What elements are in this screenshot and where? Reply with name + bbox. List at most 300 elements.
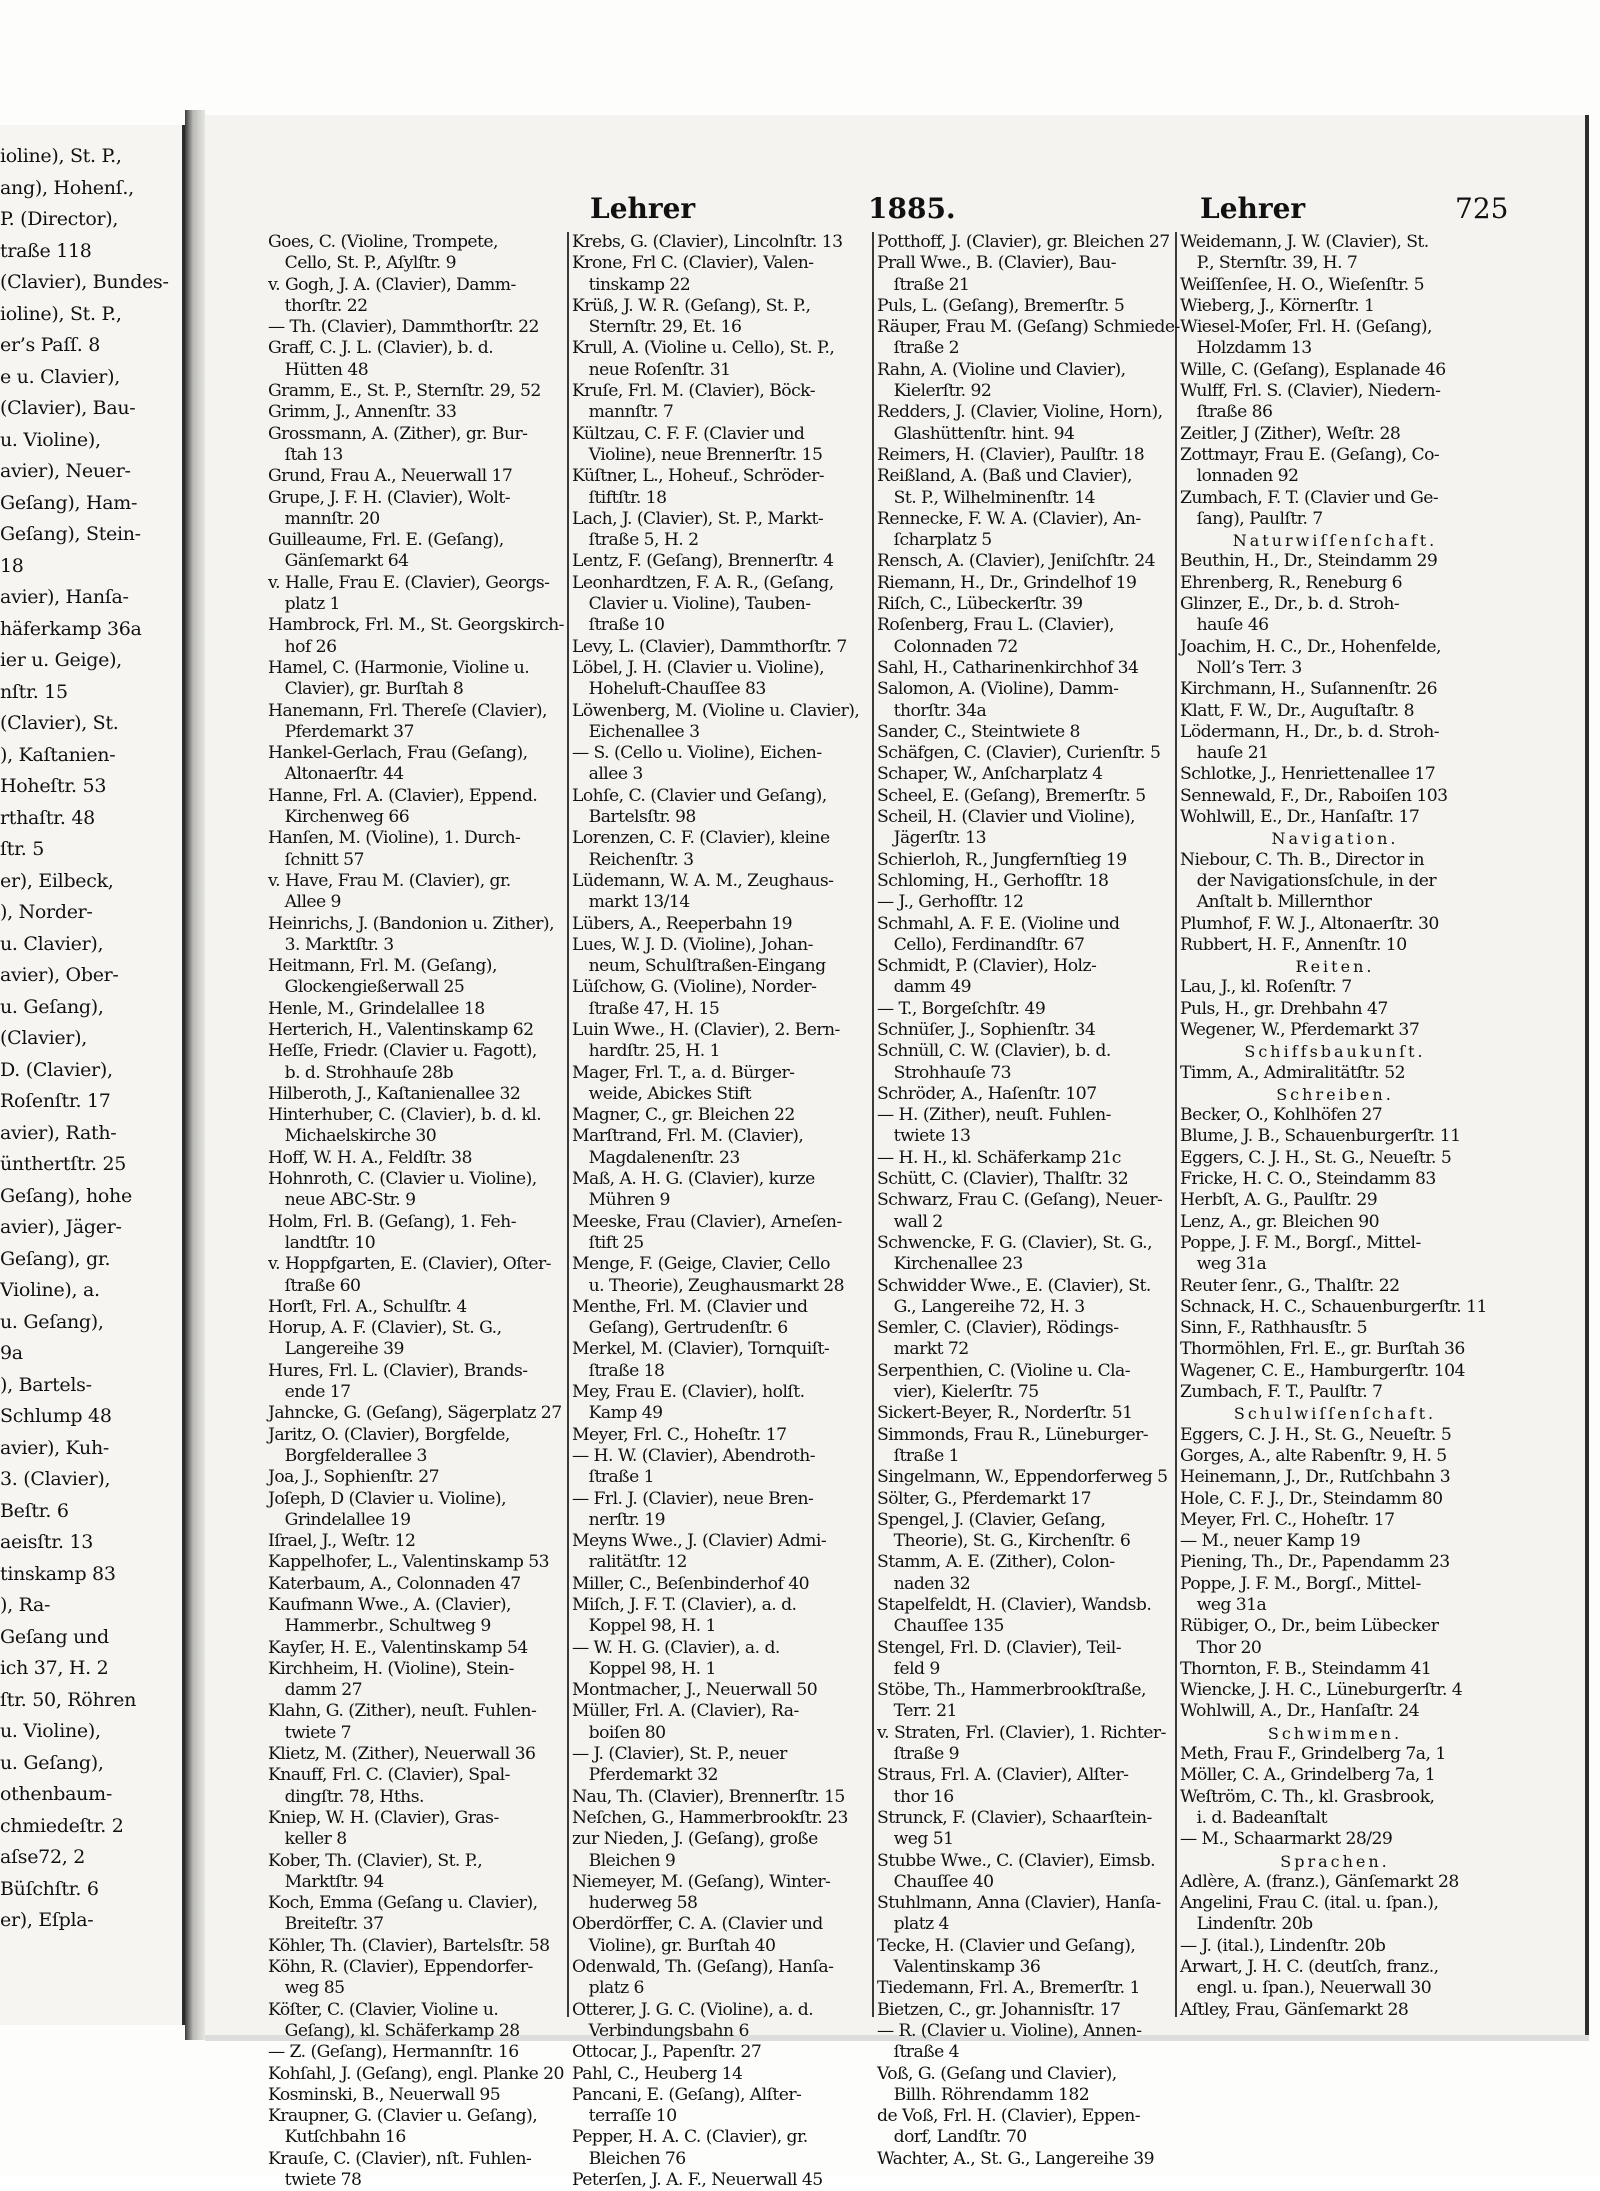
- entry-continuation: Billh. Röhrendamm 182: [877, 2084, 1090, 2105]
- left-page-line: 3. (Clavier),: [0, 1468, 111, 1490]
- directory-entry: Serpenthien, C. (Violine u. Cla-: [877, 1360, 1130, 1381]
- entry-continuation: ſtraße 21: [877, 274, 970, 295]
- directory-entry: Timm, A., Admiralitätſtr. 52: [1180, 1062, 1406, 1083]
- directory-entry: Wegener, W., Pferdemarkt 37: [1180, 1019, 1420, 1040]
- entry-continuation: thorſtr. 22: [268, 295, 368, 316]
- directory-entry: Lüſchow, G. (Violine), Norder-: [572, 977, 817, 998]
- directory-entry: Sahl, H., Catharinenkirchhof 34: [877, 657, 1139, 678]
- entry-continuation: P., Sternſtr. 39, H. 7: [1180, 253, 1358, 274]
- directory-entry: — M., Schaarmarkt 28/29: [1180, 1829, 1393, 1850]
- directory-entry: Horſt, Frl. A., Schulſtr. 4: [268, 1296, 467, 1317]
- entry-continuation: ſtraße 1: [572, 1467, 655, 1488]
- section-heading: Schiffsbaukunſt.: [1244, 1042, 1426, 1062]
- entry-continuation: ſtiftſtr. 18: [572, 487, 667, 508]
- entry-continuation: ſtraße 5, H. 2: [572, 530, 699, 551]
- directory-entry: Potthoff, J. (Clavier), gr. Bleichen 27: [877, 232, 1170, 252]
- directory-entry: Kaufmann Wwe., A. (Clavier),: [268, 1595, 511, 1615]
- directory-entry: Grund, Frau A., Neuerwall 17: [268, 466, 513, 487]
- left-page-line: ſtr. 50, Röhren: [0, 1688, 137, 1711]
- directory-entry: Herterich, H., Valentinskamp 62: [268, 1019, 534, 1040]
- entry-continuation: keller 8: [268, 1829, 347, 1850]
- entry-continuation: ſtraße 4: [877, 2042, 960, 2063]
- directory-entry: Horup, A. F. (Clavier), St. G.,: [268, 1318, 502, 1339]
- directory-entry: Redders, J. (Clavier, Violine, Horn),: [877, 402, 1163, 423]
- left-page-line: u. Geſang),: [0, 1751, 104, 1774]
- directory-entry: Joa, J., Sophienſtr. 27: [268, 1467, 440, 1488]
- left-page-line: ), Ra-: [0, 1594, 51, 1616]
- entry-continuation: allee 3: [572, 764, 643, 785]
- entry-continuation: mannſtr. 7: [572, 402, 674, 423]
- left-page-line: (Clavier), Bau-: [0, 397, 136, 419]
- directory-entry: Heinrichs, J. (Bandonion u. Zither),: [268, 913, 554, 934]
- book-gutter: [185, 110, 205, 2040]
- directory-entry: Simmonds, Frau R., Lüneburger-: [877, 1424, 1148, 1445]
- left-page-line: u. Clavier),: [0, 932, 104, 955]
- directory-entry: — S. (Cello u. Violine), Eichen-: [572, 743, 822, 764]
- entry-continuation: ſtraße 9: [877, 1744, 960, 1765]
- directory-entry: Singelmann, W., Eppendorferweg 5: [877, 1467, 1168, 1488]
- directory-entry: Scheil, H. (Clavier und Violine),: [877, 807, 1135, 828]
- directory-entry: Kober, Th. (Clavier), St. P.,: [268, 1850, 483, 1871]
- entry-continuation: huderweg 58: [572, 1893, 698, 1914]
- directory-entry: Lach, J. (Clavier), St. P., Markt-: [572, 508, 824, 529]
- directory-entry: Klahn, G. (Zither), neuſt. Fuhlen-: [268, 1701, 537, 1722]
- entry-continuation: der Navigationsſchule, in der: [1180, 870, 1437, 891]
- directory-entry: v. Hoppfgarten, E. (Clavier), Oſter-: [268, 1254, 551, 1275]
- directory-entry: Wulff, Frl. S. (Clavier), Niedern-: [1180, 381, 1441, 402]
- directory-entry: Zottmayr, Frau E. (Geſang), Co-: [1180, 444, 1440, 465]
- directory-column-3: [877, 232, 1180, 2169]
- directory-entry: Grossmann, A. (Zither), gr. Bur-: [268, 423, 528, 444]
- entry-continuation: Geſang), Gertrudenſtr. 6: [572, 1318, 788, 1339]
- left-page-line: avier), Kuh-: [0, 1436, 110, 1459]
- directory-entry: Angelini, Frau C. (ital. u. ſpan.),: [1180, 1893, 1439, 1914]
- entry-continuation: ſchnitt 57: [268, 849, 364, 870]
- directory-entry: Neſchen, G., Hammerbrookſtr. 23: [572, 1807, 848, 1828]
- directory-entry: Wieberg, J., Körnerſtr. 1: [1180, 295, 1375, 316]
- directory-entry: Hohnroth, C. (Clavier u. Violine),: [268, 1169, 537, 1190]
- entry-continuation: Geſang), kl. Schäferkamp 28: [268, 2020, 520, 2041]
- column-rule: [872, 232, 874, 2017]
- directory-entry: — H. H., kl. Schäferkamp 21c: [877, 1147, 1121, 1168]
- directory-entry: Löwenberg, M. (Violine u. Clavier),: [572, 700, 860, 721]
- left-page-line: u. Geſang),: [0, 995, 104, 1018]
- entry-continuation: Thor 20: [1180, 1637, 1262, 1658]
- directory-entry: Kayſer, H. E., Valentinskamp 54: [268, 1637, 528, 1658]
- entry-continuation: Kamp 49: [572, 1403, 663, 1424]
- directory-entry: Arwart, J. H. C. (deutſch, franz.,: [1180, 1957, 1439, 1978]
- directory-entry: Heinemann, J., Dr., Rutſchbahn 3: [1180, 1467, 1451, 1488]
- left-page-line: er), Eilbeck,: [0, 869, 114, 892]
- directory-entry: Voß, G. (Geſang und Clavier),: [877, 2063, 1117, 2084]
- section-heading: Schulwiſſenſchaft.: [1233, 1404, 1437, 1424]
- directory-entry: Kraupner, G. (Clavier u. Geſang),: [268, 2106, 538, 2127]
- directory-entry: Spengel, J. (Clavier, Geſang,: [877, 1509, 1106, 1530]
- left-page-line: Geſang), Stein-: [0, 523, 141, 545]
- directory-entry: Schütt, C. (Clavier), Thalſtr. 32: [877, 1169, 1129, 1190]
- entry-continuation: Verbindungsbahn 6: [572, 2020, 749, 2041]
- directory-entry: Schmahl, A. F. E. (Violine und: [877, 913, 1120, 934]
- directory-entry: Wille, C. (Geſang), Esplanade 46: [1180, 359, 1446, 380]
- directory-entry: Schnack, H. C., Schauenburgerſtr. 11: [1180, 1296, 1487, 1317]
- left-page-line: Violine), a.: [0, 1279, 100, 1301]
- directory-entry: v. Have, Frau M. (Clavier), gr.: [268, 870, 511, 891]
- entry-continuation: Marktſtr. 94: [268, 1871, 384, 1892]
- directory-entry: Levy, L. (Clavier), Dammthorſtr. 7: [572, 636, 847, 657]
- entry-continuation: landtſtr. 10: [268, 1232, 376, 1253]
- directory-entry: Katerbaum, A., Colonnaden 47: [268, 1573, 521, 1594]
- left-page-line: avier), Neuer-: [0, 460, 131, 482]
- entry-continuation: Hammerbr., Schultweg 9: [268, 1616, 491, 1637]
- directory-entry: Sinn, F., Rathhausſtr. 5: [1180, 1318, 1367, 1339]
- entry-continuation: ſtraße 47, H. 15: [572, 998, 720, 1019]
- entry-continuation: nerſtr. 19: [572, 1509, 665, 1530]
- directory-entry: Miſch, J. F. T. (Clavier), a. d.: [572, 1595, 797, 1615]
- directory-entry: Merkel, M. (Clavier), Tornquiſt-: [572, 1339, 830, 1360]
- entry-continuation: naden 32: [877, 1573, 971, 1594]
- directory-entry: Kappelhofer, L., Valentinskamp 53: [268, 1552, 550, 1573]
- directory-entry: Lübers, A., Reeperbahn 19: [572, 913, 793, 934]
- entry-continuation: engl. u. ſpan.), Neuerwall 30: [1180, 1978, 1432, 1999]
- directory-column-2: [572, 232, 872, 2191]
- directory-entry: Wachter, A., St. G., Langereihe 39: [877, 2148, 1155, 2169]
- directory-entry: Joſeph, D (Clavier u. Violine),: [268, 1488, 506, 1509]
- directory-entry: Eggers, C. J. H., St. G., Neueſtr. 5: [1180, 1147, 1452, 1168]
- directory-entry: Niebour, C. Th. B., Director in: [1180, 849, 1425, 870]
- directory-entry: Köhler, Th. (Clavier), Bartelsſtr. 58: [268, 1935, 550, 1956]
- entry-continuation: Cello, St. P., Aſylſtr. 9: [268, 253, 456, 274]
- entry-continuation: Bleichen 9: [572, 1850, 676, 1871]
- directory-entry: Sennewald, F., Dr., Raboiſen 103: [1180, 785, 1448, 806]
- left-page-line: nſtr. 15: [0, 680, 68, 703]
- entry-continuation: Gänſemarkt 64: [268, 551, 409, 572]
- entry-continuation: dorf, Landſtr. 70: [877, 2127, 1027, 2148]
- directory-entry: Weidemann, J. W. (Clavier), St.: [1180, 232, 1429, 252]
- left-page-line: (Clavier), St.: [0, 712, 119, 734]
- directory-entry: Ehrenberg, R., Reneburg 6: [1180, 572, 1403, 593]
- directory-entry: Meyer, Frl. C., Hoheſtr. 17: [1180, 1509, 1395, 1530]
- left-page-line: avier), Rath-: [0, 1121, 117, 1144]
- directory-entry: Hanſen, M. (Violine), 1. Durch-: [268, 828, 521, 849]
- directory-entry: Wohlwill, A., Dr., Hanſaſtr. 24: [1180, 1701, 1420, 1722]
- entry-continuation: weg 85: [268, 1978, 345, 1999]
- entry-continuation: Borgfelderallee 3: [268, 1445, 427, 1466]
- entry-continuation: Colonnaden 72: [877, 636, 1018, 657]
- directory-entry: Reißland, A. (Baß und Clavier),: [877, 466, 1132, 487]
- entry-continuation: Mühren 9: [572, 1190, 670, 1211]
- directory-entry: Zumbach, F. T., Paulſtr. 7: [1180, 1382, 1383, 1403]
- section-heading: Navigation.: [1271, 829, 1399, 849]
- directory-entry: Eggers, C. J. H., St. G., Neueſtr. 5: [1180, 1424, 1452, 1445]
- directory-entry: Montmacher, J., Neuerwall 50: [572, 1680, 818, 1701]
- left-page-line: Hoheſtr. 53: [0, 775, 107, 797]
- entry-continuation: Altonaerſtr. 44: [268, 764, 404, 785]
- directory-entry: Schierloh, R., Jungfernſtieg 19: [877, 849, 1127, 870]
- entry-continuation: ſtah 13: [268, 444, 343, 465]
- directory-entry: Iſrael, J., Weſtr. 12: [268, 1531, 416, 1552]
- directory-entry: Schnüll, C. W. (Clavier), b. d.: [877, 1041, 1111, 1062]
- entry-continuation: Anſtalt b. Millernthor: [1180, 892, 1372, 913]
- entry-continuation: twiete 7: [268, 1722, 352, 1743]
- directory-entry: Aſtley, Frau, Gänſemarkt 28: [1180, 1999, 1409, 2020]
- directory-entry: Stengel, Frl. D. (Clavier), Teil-: [877, 1637, 1121, 1658]
- left-page-line: u. Violine),: [0, 1720, 101, 1742]
- left-page-line: aeisſtr. 13: [0, 1531, 94, 1553]
- entry-continuation: Magdalenenſtr. 23: [572, 1147, 740, 1168]
- directory-entry: Roſenberg, Frau L. (Clavier),: [877, 615, 1114, 636]
- running-head-right: Lehrer: [1200, 192, 1306, 225]
- directory-entry: Nau, Th. (Clavier), Brennerſtr. 15: [572, 1786, 845, 1807]
- entry-continuation: thorſtr. 34a: [877, 700, 987, 721]
- running-head-year: 1885.: [868, 192, 956, 225]
- directory-entry: Meth, Frau F., Grindelberg 7a, 1: [1180, 1744, 1446, 1765]
- entry-continuation: Allee 9: [268, 892, 341, 913]
- left-page-line: avier), Ober-: [0, 964, 119, 986]
- left-page-line: Roſenſtr. 17: [0, 1090, 111, 1112]
- left-page-line: ich 37, H. 2: [0, 1657, 109, 1679]
- entry-continuation: Noll’s Terr. 3: [1180, 657, 1302, 678]
- directory-entry: Herbſt, A. G., Paulſtr. 29: [1180, 1190, 1378, 1211]
- entry-continuation: ſang), Paulſtr. 7: [1180, 508, 1323, 529]
- entry-continuation: Reichenſtr. 3: [572, 849, 694, 870]
- directory-entry: Köſter, C. (Clavier, Violine u.: [268, 1999, 499, 2020]
- entry-continuation: Clavier u. Violine), Tauben-: [572, 594, 811, 615]
- left-page-line: ioline), St. P.,: [0, 145, 122, 167]
- entry-continuation: damm 49: [877, 977, 971, 998]
- entry-continuation: neue ABC-Str. 9: [268, 1190, 416, 1211]
- directory-entry: Krauſe, C. (Clavier), nſt. Fuhlen-: [268, 2148, 532, 2169]
- section-heading: Naturwiſſenſchaft.: [1232, 531, 1438, 551]
- entry-continuation: weg 51: [877, 1829, 954, 1850]
- directory-entry: Rensch, A. (Clavier), Jeniſchſtr. 24: [877, 551, 1156, 572]
- directory-entry: Weiſſenſee, H. O., Wieſenſtr. 5: [1180, 274, 1424, 295]
- directory-entry: Marſtrand, Frl. M. (Clavier),: [572, 1126, 804, 1147]
- directory-entry: Kohſahl, J. (Geſang), engl. Planke 20: [268, 2063, 564, 2084]
- directory-entry: Stöbe, Th., Hammerbrookſtraße,: [877, 1680, 1146, 1701]
- directory-entry: Rennecke, F. W. A. (Clavier), An-: [877, 508, 1141, 529]
- entry-continuation: Valentinskamp 36: [877, 1957, 1041, 1978]
- section-heading: Schreiben.: [1276, 1084, 1394, 1104]
- directory-entry: Krebs, G. (Clavier), Lincolnſtr. 13: [572, 232, 843, 252]
- entry-continuation: lonnaden 92: [1180, 466, 1299, 487]
- entry-continuation: Hoheluft-Chauſſee 83: [572, 679, 766, 700]
- left-page-line: Geſang), hohe: [0, 1184, 132, 1207]
- directory-entry: Beuthin, H., Dr., Steindamm 29: [1180, 551, 1438, 572]
- directory-entry: Lorenzen, C. F. (Clavier), kleine: [572, 828, 830, 849]
- directory-entry: Bietzen, C., gr. Johannisſtr. 17: [877, 1999, 1121, 2020]
- directory-entry: Klietz, M. (Zither), Neuerwall 36: [268, 1744, 536, 1765]
- directory-entry: Ottocar, J., Papenſtr. 27: [572, 2042, 762, 2063]
- entry-continuation: Strohhauſe 73: [877, 1062, 1012, 1083]
- entry-continuation: 3. Marktſtr. 3: [268, 934, 394, 955]
- left-page-line: Geſang und: [0, 1625, 109, 1648]
- directory-entry: Klatt, F. W., Dr., Auguſtaſtr. 8: [1180, 700, 1414, 721]
- left-page-line: avier), Hanſa-: [0, 586, 129, 608]
- directory-entry: — Frl. J. (Clavier), neue Bren-: [572, 1488, 814, 1509]
- left-page-line: P. (Director),: [0, 208, 119, 230]
- left-page-line: 18: [0, 554, 24, 577]
- directory-entry: Heſſe, Friedr. (Clavier u. Fagott),: [268, 1041, 537, 1062]
- left-page-line: Schlump 48: [0, 1405, 112, 1427]
- directory-entry: Menthe, Frl. M. (Clavier und: [572, 1296, 808, 1317]
- directory-entry: Rubbert, H. F., Annenſtr. 10: [1180, 934, 1407, 955]
- left-page-line: er), Eſpla-: [0, 1909, 94, 1931]
- directory-entry: Luin Wwe., H. (Clavier), 2. Bern-: [572, 1019, 840, 1040]
- directory-entry: Salomon, A. (Violine), Damm-: [877, 679, 1119, 700]
- entry-continuation: Cello), Ferdinandſtr. 67: [877, 934, 1085, 955]
- directory-entry: — J., Gerhofſtr. 12: [877, 892, 1024, 913]
- entry-continuation: hauſe 46: [1180, 615, 1269, 636]
- entry-continuation: Langereihe 39: [268, 1339, 404, 1360]
- directory-entry: Löbel, J. H. (Clavier u. Violine),: [572, 657, 825, 678]
- directory-entry: Guilleaume, Frl. E. (Geſang),: [268, 530, 504, 551]
- directory-entry: Kirchmann, H., Suſannenſtr. 26: [1180, 679, 1437, 700]
- left-page-line: othenbaum-: [0, 1783, 112, 1805]
- left-page-line: rthaſtr. 48: [0, 806, 95, 829]
- directory-entry: Hole, C. F. J., Dr., Steindamm 80: [1180, 1488, 1443, 1509]
- directory-entry: Fricke, H. C. O., Steindamm 83: [1180, 1169, 1436, 1190]
- directory-entry: Miller, C., Beſenbinderhof 40: [572, 1573, 809, 1594]
- directory-entry: Hoff, W. H. A., Feldſtr. 38: [268, 1147, 472, 1168]
- entry-continuation: weg 31a: [1180, 1254, 1267, 1275]
- left-page-line: ), Norder-: [0, 901, 93, 923]
- directory-entry: de Voß, Frl. H. (Clavier), Eppen-: [877, 2106, 1140, 2127]
- directory-entry: Lödermann, H., Dr., b. d. Stroh-: [1180, 721, 1440, 742]
- directory-entry: Küſtner, L., Hoheuf., Schröder-: [572, 466, 825, 487]
- directory-entry: Stapelfeldt, H. (Clavier), Wandsb.: [877, 1595, 1152, 1615]
- directory-entry: Jahncke, G. (Geſang), Sägerplatz 27: [268, 1403, 562, 1424]
- directory-entry: Schwarz, Frau C. (Geſang), Neuer-: [877, 1190, 1163, 1211]
- entry-continuation: twiete 13: [877, 1126, 971, 1147]
- entry-continuation: dingſtr. 78, Hths.: [268, 1786, 424, 1807]
- entry-continuation: Pferdemarkt 37: [268, 721, 414, 742]
- directory-entry: Menge, F. (Geige, Clavier, Cello: [572, 1254, 830, 1275]
- entry-continuation: weg 31a: [1180, 1595, 1267, 1615]
- entry-continuation: markt 72: [877, 1339, 969, 1360]
- directory-entry: — H. W. (Clavier), Abendroth-: [572, 1445, 816, 1466]
- directory-entry: Schwencke, F. G. (Clavier), St. G.,: [877, 1232, 1153, 1253]
- directory-entry: Poppe, J. F. M., Borgſ., Mittel-: [1180, 1573, 1421, 1594]
- left-page-line: (Clavier), Bundes-: [0, 271, 169, 293]
- directory-entry: Möller, C. A., Grindelberg 7a, 1: [1180, 1765, 1436, 1786]
- entry-continuation: Chauſſee 40: [877, 1871, 994, 1892]
- left-page-line: ünthertſtr. 25: [0, 1153, 127, 1175]
- directory-entry: Pepper, H. A. C. (Clavier), gr.: [572, 2127, 808, 2148]
- directory-entry: Wohlwill, E., Dr., Hanſaſtr. 17: [1180, 807, 1420, 828]
- directory-entry: Kosminski, B., Neuerwall 95: [268, 2084, 501, 2105]
- directory-entry: Hinterhuber, C. (Clavier), b. d. kl.: [268, 1105, 542, 1126]
- directory-entry: Reimers, H. (Clavier), Paulſtr. 18: [877, 444, 1145, 465]
- directory-entry: Schaper, W., Anſcharplatz 4: [877, 764, 1103, 785]
- entry-continuation: ſtraße 10: [572, 615, 665, 636]
- entry-continuation: Holzdamm 13: [1180, 338, 1312, 359]
- directory-entry: Gramm, E., St. P., Sternſtr. 29, 52: [268, 381, 541, 402]
- left-page-line: u. Geſang),: [0, 1310, 104, 1333]
- directory-entry: Schmidt, P. (Clavier), Holz-: [877, 956, 1097, 977]
- left-page-line: ier u. Geige),: [0, 649, 122, 671]
- entry-continuation: Lindenſtr. 20b: [1180, 1914, 1313, 1935]
- directory-entry: — J. (ital.), Lindenſtr. 20b: [1180, 1935, 1386, 1956]
- directory-entry: Thornton, F. B., Steindamm 41: [1180, 1658, 1432, 1679]
- left-page-line: (Clavier),: [0, 1027, 87, 1049]
- directory-entry: Schröder, A., Haſenſtr. 107: [877, 1083, 1097, 1104]
- entry-continuation: Kutſchbahn 16: [268, 2127, 406, 2148]
- entry-continuation: Violine), neue Brennerſtr. 15: [572, 444, 823, 465]
- directory-entry: Meyns Wwe., J. (Clavier) Admi-: [572, 1531, 827, 1552]
- directory-entry: Prall Wwe., B. (Clavier), Bau-: [877, 253, 1117, 274]
- entry-continuation: ſcharplatz 5: [877, 530, 992, 551]
- directory-entry: Gorges, A., alte Rabenſtr. 9, H. 5: [1180, 1445, 1447, 1466]
- left-page-line: ), Bartels-: [0, 1373, 92, 1396]
- directory-entry: Kruſe, Frl. M. (Clavier), Böck-: [572, 381, 815, 402]
- entry-continuation: Bleichen 76: [572, 2148, 686, 2169]
- directory-entry: Strunck, F. (Clavier), Schaarſtein-: [877, 1807, 1152, 1828]
- entry-continuation: St. P., Wilhelminenſtr. 14: [877, 487, 1096, 508]
- entry-continuation: Glockengießerwall 25: [268, 977, 465, 998]
- entry-continuation: Kirchenweg 66: [268, 807, 410, 828]
- directory-entry: Leonhardtzen, F. A. R., (Geſang,: [572, 572, 834, 593]
- directory-entry: Goes, C. (Violine, Trompete,: [268, 232, 498, 252]
- directory-entry: Wiencke, J. H. C., Lüneburgerſtr. 4: [1180, 1680, 1463, 1701]
- left-page-line: er’s Paſſ. 8: [0, 334, 101, 356]
- entry-continuation: Koppel 98, H. 1: [572, 1616, 716, 1637]
- directory-entry: Lenz, A., gr. Bleichen 90: [1180, 1211, 1380, 1232]
- left-page-line: chmiedeſtr. 2: [0, 1814, 124, 1837]
- directory-entry: Meyer, Frl. C., Hoheſtr. 17: [572, 1424, 787, 1445]
- entry-continuation: hof 26: [268, 636, 337, 657]
- entry-continuation: feld 9: [877, 1658, 940, 1679]
- entry-continuation: Sternſtr. 29, Et. 16: [572, 317, 742, 338]
- directory-entry: Sölter, G., Pferdemarkt 17: [877, 1488, 1092, 1509]
- directory-entry: Riemann, H., Dr., Grindelhof 19: [877, 572, 1137, 593]
- entry-continuation: platz 4: [877, 1914, 949, 1935]
- entry-continuation: mannſtr. 20: [268, 508, 380, 529]
- entry-continuation: Grindelallee 19: [268, 1509, 411, 1530]
- directory-entry: Hankel-Gerlach, Frau (Geſang),: [268, 743, 528, 764]
- directory-entry: Adlère, A. (franz.), Gänſemarkt 28: [1180, 1871, 1459, 1892]
- entry-continuation: u. Theorie), Zeughausmarkt 28: [572, 1275, 845, 1296]
- directory-entry: Niemeyer, M. (Geſang), Winter-: [572, 1871, 831, 1892]
- directory-entry: Henle, M., Grindelallee 18: [268, 998, 485, 1019]
- directory-entry: — Z. (Geſang), Hermannſtr. 16: [268, 2042, 519, 2063]
- entry-continuation: wall 2: [877, 1211, 943, 1232]
- directory-entry: Lau, J., kl. Roſenſtr. 7: [1180, 977, 1352, 998]
- directory-entry: Holm, Frl. B. (Geſang), 1. Feh-: [268, 1211, 516, 1232]
- directory-entry: Zumbach, F. T. (Clavier und Ge-: [1180, 487, 1439, 508]
- entry-continuation: Eichenallee 3: [572, 721, 700, 742]
- entry-continuation: vier), Kielerſtr. 75: [877, 1382, 1039, 1403]
- entry-continuation: ſtraße 60: [268, 1275, 361, 1296]
- directory-entry: Lüdemann, W. A. M., Zeughaus-: [572, 870, 834, 891]
- entry-continuation: Bartelsſtr. 98: [572, 807, 696, 828]
- directory-entry: zur Nieden, J. (Geſang), große: [572, 1829, 818, 1850]
- directory-entry: Peterſen, J. A. F., Neuerwall 45: [572, 2170, 823, 2191]
- directory-entry: Scheel, E. (Geſang), Bremerſtr. 5: [877, 785, 1146, 806]
- directory-entry: Koch, Emma (Geſang u. Clavier),: [268, 1893, 538, 1914]
- directory-entry: Hanne, Frl. A. (Clavier), Eppend.: [268, 785, 538, 806]
- left-page-line: ), Kaſtanien-: [0, 743, 116, 766]
- directory-entry: — T., Borgeſchſtr. 49: [877, 998, 1046, 1019]
- entry-continuation: neue Roſenſtr. 31: [572, 359, 731, 380]
- entry-continuation: ſtift 25: [572, 1232, 644, 1253]
- directory-entry: Stubbe Wwe., C. (Clavier), Eimsb.: [877, 1850, 1156, 1871]
- directory-entry: Semler, C. (Clavier), Rödings-: [877, 1318, 1119, 1339]
- entry-continuation: ende 17: [268, 1382, 351, 1403]
- entry-continuation: thor 16: [877, 1786, 954, 1807]
- directory-entry: Stamm, A. E. (Zither), Colon-: [877, 1552, 1115, 1573]
- directory-entry: Glinzer, E., Dr., b. d. Stroh-: [1180, 594, 1400, 615]
- directory-entry: Schlotke, J., Henriettenallee 17: [1180, 764, 1436, 785]
